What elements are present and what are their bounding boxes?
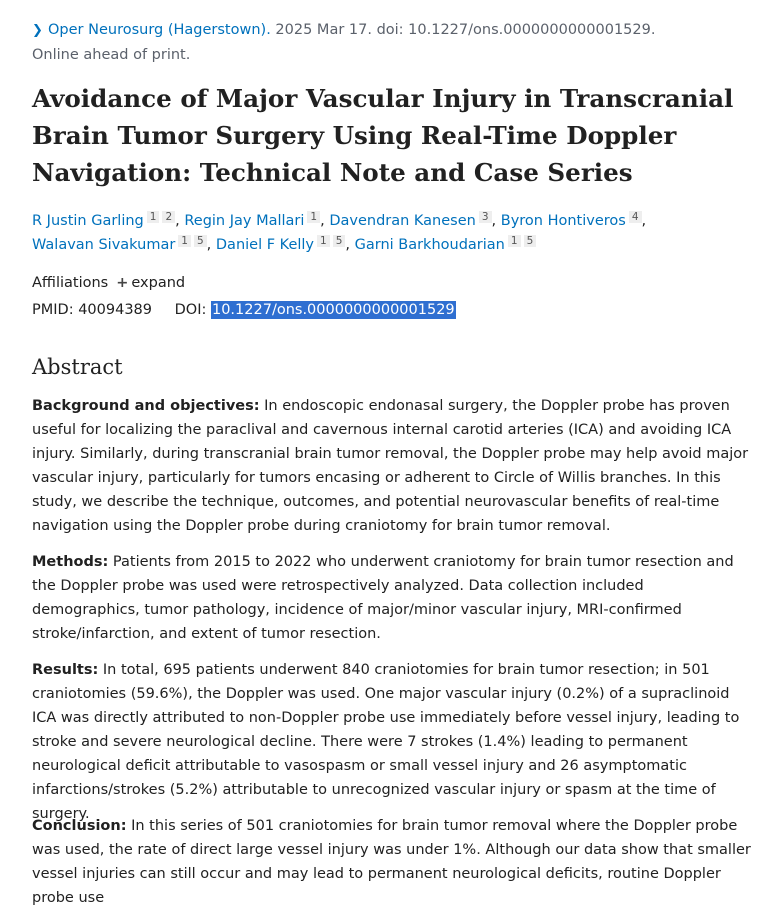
affiliation-ref[interactable]: 1 <box>178 235 191 247</box>
author-name[interactable]: Davendran Kanesen <box>329 213 476 229</box>
author-name[interactable]: Regin Jay Mallari <box>184 213 305 229</box>
author[interactable] <box>184 213 320 229</box>
affiliation-ref[interactable]: 2 <box>162 211 175 223</box>
section-label: Conclusion: <box>32 818 127 834</box>
identifiers <box>32 299 456 321</box>
section-label: Results: <box>32 662 99 678</box>
journal-link[interactable]: Oper Neurosurg (Hagerstown). <box>48 22 271 38</box>
doi-link[interactable]: 10.1227/ons.0000000000001529 <box>211 302 455 318</box>
section-text: Patients from 2015 to 2022 who underwent craniotomy for brain tumor resection and the Doppler probe was used were retrospectively analyzed. Data collection included demographics, tumor pathology, incidence of major/minor vascular injury, MRI-confirmed stroke/infarction, and extent of tumor resection. <box>32 554 734 642</box>
affiliation-ref[interactable]: 1 <box>147 211 160 223</box>
author-name[interactable]: Walavan Sivakumar <box>32 237 176 253</box>
author-name[interactable]: Daniel F Kelly <box>215 237 315 253</box>
article-title: Avoidance of Major Vascular Injury in Transcranial Brain Tumor Surgery Using Real-Time Doppler Navigation: Technical Note and Case Series <box>32 84 734 187</box>
plus-icon[interactable]: + <box>116 275 129 291</box>
pmid-label: PMID: <box>32 302 74 318</box>
affiliation-ref[interactable]: 3 <box>479 211 492 223</box>
section-label: Background and objectives: <box>32 398 260 414</box>
author[interactable] <box>32 237 207 253</box>
doi-label: DOI: <box>174 302 207 318</box>
affiliation-ref[interactable]: 5 <box>333 235 346 247</box>
section-text: In this series of 501 craniotomies for brain tumor removal where the Doppler probe was used, the rate of direct large vessel injury was under 1%. Although our data show that smaller vessel injuries can still occur and may lead to permanent neurological deficits, routine Doppler probe use <box>32 818 751 906</box>
affiliation-ref[interactable]: 4 <box>629 211 642 223</box>
author[interactable] <box>355 237 537 253</box>
abstract-paragraph-conclusion <box>32 814 756 910</box>
chevron-right-icon[interactable]: ❯ <box>32 23 43 38</box>
publication-status: Online ahead of print. <box>32 47 191 63</box>
abstract-paragraph-results <box>32 658 756 826</box>
author-list: R Justin Garling $^1$ $^2$ , Regin Jay Mallari $^1$ , Davendran Kanesen $^3$ , Byron Hontiveros $^4$ , Walavan Sivakumar $^1$ $^5$ , Daniel F Kelly $^1$ $^5$ , Garni Barkhoudarian $^1$ $^5$ <box>32 211 647 253</box>
author[interactable] <box>501 213 642 229</box>
pmid-value: 40094389 <box>78 302 153 318</box>
author-name[interactable]: R Justin Garling <box>32 213 144 229</box>
abstract-paragraph-background <box>32 394 756 538</box>
citation-details: 2025 Mar 17. doi: 10.1227/ons.0000000000001529. <box>270 22 656 38</box>
affiliation-ref[interactable]: 1 <box>307 211 320 223</box>
section-label: Methods: <box>32 554 109 570</box>
affiliations-label: Affiliations <box>32 275 109 291</box>
author-name[interactable]: Garni Barkhoudarian <box>354 237 505 253</box>
section-text: In endoscopic endonasal surgery, the Doppler probe has proven useful for localizing the paraclival and cavernous internal carotid arteries (ICA) and avoiding ICA injury. Similarly, during transcranial brain tumor removal, the Doppler probe may help avoid major vascular injury, particularly for tumors encasing or adherent to Circle of Willis branches. In this study, we describe the technique, outcomes, and potential neurovascular benefits of real-time navigation using the Doppler probe during craniotomy for brain tumor removal. <box>32 398 749 534</box>
affiliation-ref[interactable]: 1 <box>508 235 521 247</box>
expand-link[interactable]: expand <box>131 275 186 291</box>
section-text: In total, 695 patients underwent 840 craniotomies for brain tumor resection; in 501 craniotomies (59.6%), the Doppler was used. One major vascular injury (0.2%) of a supraclinoid ICA was directly attributed to non-Doppler probe use immediately before vessel injury, leading to stroke and severe neurological decline. There were 7 strokes (1.4%) leading to permanent neurological deficit attributable to vasospasm or small vessel injury and 26 asymptomatic infarctions/strokes (5.2%) attributable to unrecognized vascular injury or spasm at the time of surgery. <box>32 662 740 822</box>
abstract-paragraph-methods <box>32 550 756 646</box>
author[interactable] <box>32 213 175 229</box>
affiliation-ref[interactable]: 5 <box>524 235 537 247</box>
affiliation-ref[interactable]: 5 <box>194 235 207 247</box>
citation-line <box>32 18 752 67</box>
abstract-heading: Abstract <box>32 355 123 379</box>
author[interactable] <box>329 213 491 229</box>
affiliation-ref[interactable]: 1 <box>317 235 330 247</box>
author-name[interactable]: Byron Hontiveros <box>500 213 626 229</box>
author[interactable] <box>216 237 346 253</box>
affiliations-toggle[interactable] <box>32 272 185 294</box>
